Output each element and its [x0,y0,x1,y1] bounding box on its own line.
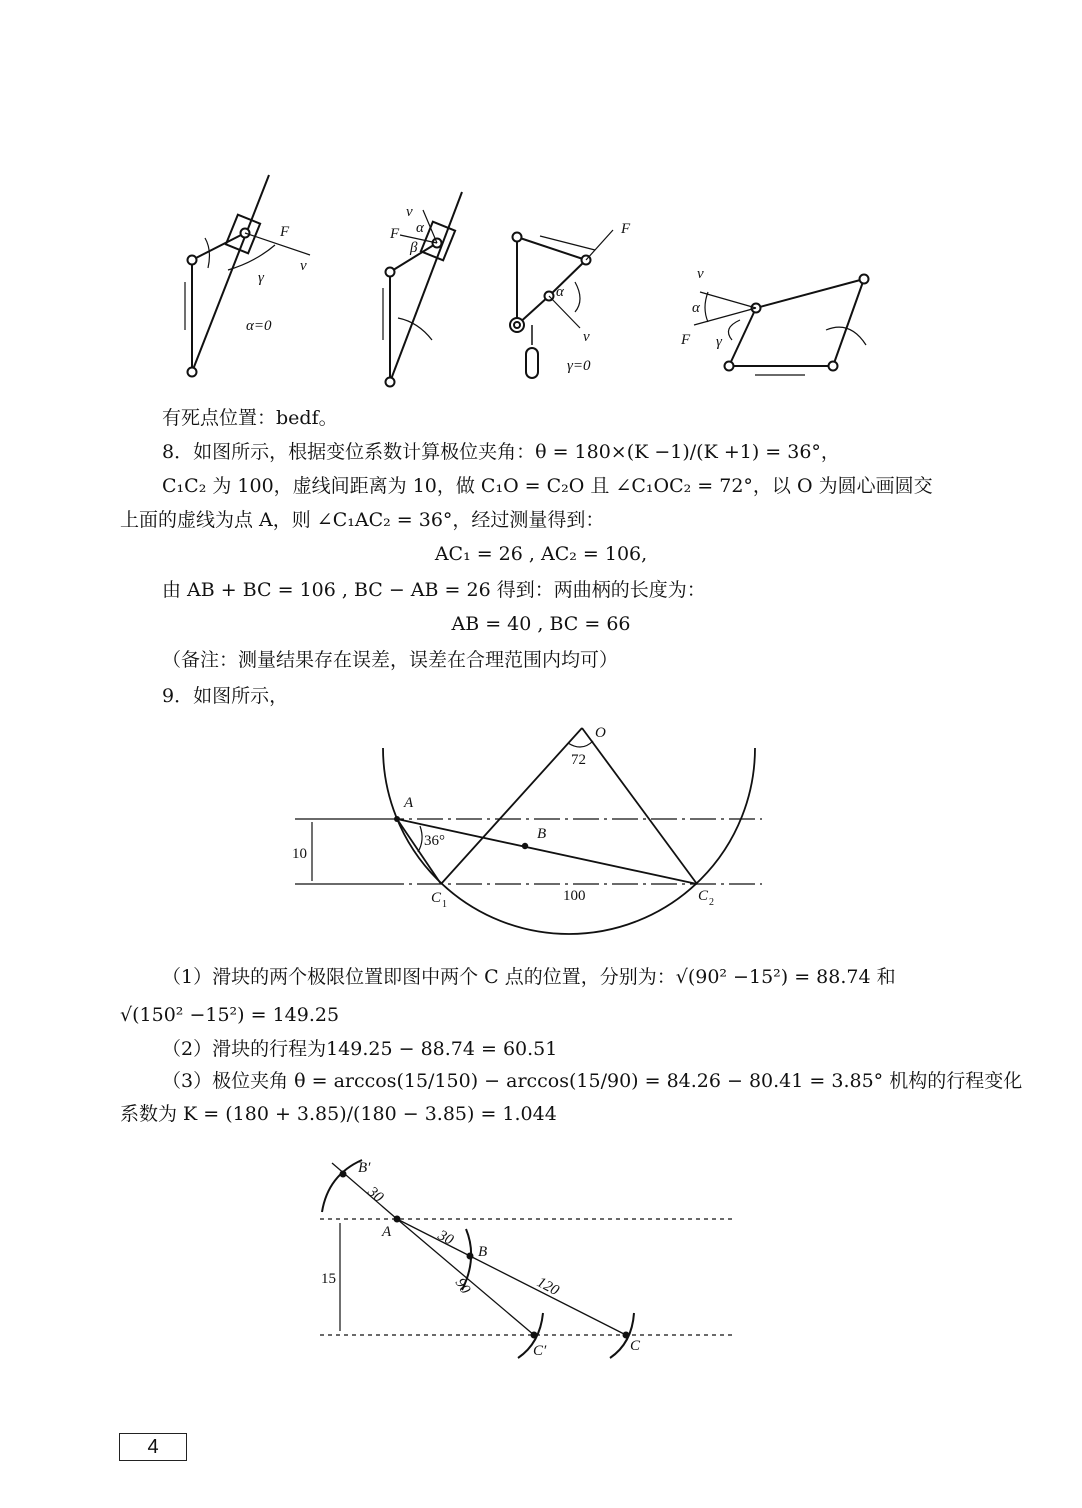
page-number: 4 [119,1433,187,1461]
svg-text:v: v [583,329,590,345]
svg-text:36°: 36° [424,833,445,849]
q9-part1-a: （1）滑块的两个极限位置即图中两个 C 点的位置，分别为：√(90² −15²) = 88.74 和 [162,966,896,988]
dead-point-line: 有死点位置：bedf。 [162,407,338,429]
svg-text:γ: γ [716,334,722,350]
svg-text:F: F [681,332,691,348]
svg-text:C: C [630,1338,641,1354]
svg-text:v: v [406,204,413,220]
svg-text:72: 72 [571,752,586,768]
svg-text:15: 15 [321,1271,336,1287]
svg-text:A: A [382,1224,392,1240]
svg-text:30: 30 [435,1227,456,1249]
svg-text:30: 30 [364,1183,387,1206]
svg-text:α: α [416,220,424,236]
svg-text:2: 2 [709,897,714,908]
svg-text:C′: C′ [533,1343,547,1359]
svg-text:100: 100 [563,888,586,904]
q9-part1-b: √(150² −15²) = 149.25 [120,1004,340,1026]
q8-measurement: AC₁ = 26 , AC₂ = 106, [434,543,648,565]
fig-c-gamma-label: γ=0 [567,358,591,374]
svg-text:β: β [410,240,418,256]
svg-text:F: F [390,226,400,242]
q8-c1c2-line: C₁C₂ 为 100，虚线间距离为 10，做 C₁O = C₂O 且 ∠C₁OC₂ = 72°，以 O 为圆心画圆交 [162,475,933,497]
q8-intro: 8．如图所示，根据变位系数计算极位夹角：θ = 180×(K −1)/(K +1) = 36°， [162,441,840,463]
svg-text:10: 10 [292,846,307,862]
svg-text:C: C [698,888,709,904]
q9-part2: （2）滑块的行程为149.25 − 88.74 = 60.51 [162,1038,558,1060]
svg-text:B: B [478,1244,488,1260]
q9-part3-a: （3）极位夹角 θ = arccos(15/150) − arccos(15/90) = 84.26 − 80.41 = 3.85° 机构的行程变化 [162,1070,1023,1092]
svg-text:90: 90 [451,1275,474,1297]
q9-intro: 9．如图所示， [162,685,289,707]
svg-text:α: α [692,300,700,316]
q8-note: （备注：测量结果存在误差，误差在合理范围内均可） [162,649,619,671]
svg-text:A: A [404,795,414,811]
svg-text:v: v [697,266,704,282]
svg-text:120: 120 [534,1274,562,1300]
svg-text:B: B [537,826,547,842]
fig-a-alpha-label: α=0 [246,318,272,334]
svg-text:F: F [621,221,631,237]
svg-text:C: C [431,890,442,906]
svg-text:1: 1 [442,899,447,910]
svg-text:γ: γ [258,270,264,286]
q9-part3-b: 系数为 K = (180 + 3.85)/(180 − 3.85) = 1.044 [120,1103,557,1125]
svg-text:v: v [300,258,307,274]
svg-text:F: F [280,224,290,240]
mechanism-figures [0,0,1082,400]
q8-derivation: 由 AB + BC = 106 , BC − AB = 26 得到：两曲柄的长度为： [162,579,706,601]
svg-text:B′: B′ [358,1160,371,1176]
svg-text:O: O [595,725,606,741]
svg-text:α: α [556,284,564,300]
q8-result: AB = 40 , BC = 66 [451,613,631,635]
q8-continuation: 上面的虚线为点 A，则 ∠C₁AC₂ = 36°，经过测量得到： [120,509,605,531]
